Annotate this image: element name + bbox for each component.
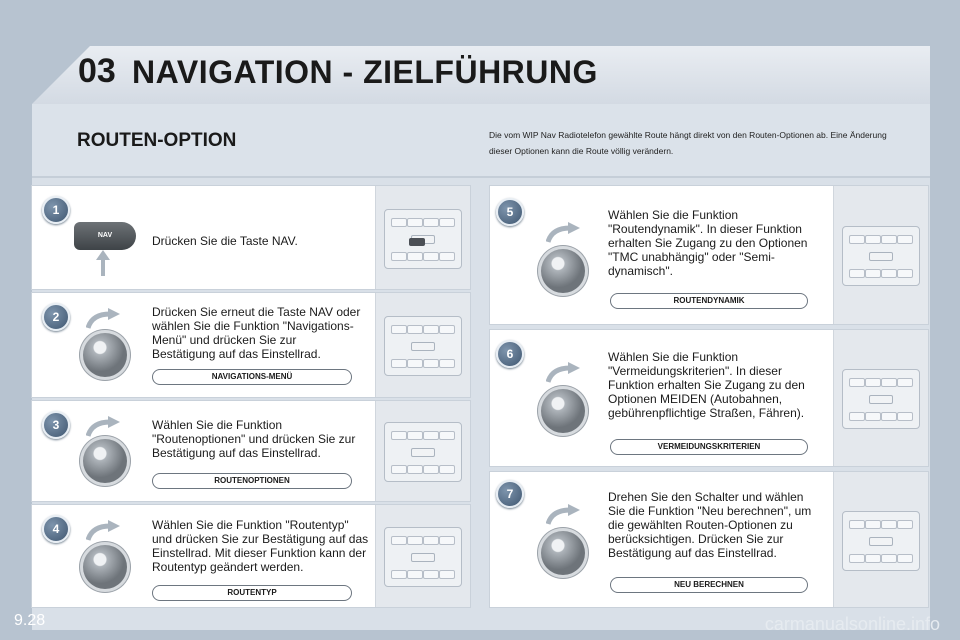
nav-key-highlight [409, 238, 425, 246]
rotate-arrow-icon [546, 222, 580, 244]
watermark: carmanualsonline.info [764, 614, 940, 634]
console-illustration [375, 293, 470, 397]
control-knob-icon [538, 246, 588, 296]
step-4-text: Wählen Sie die Funktion "Routentyp" und drücken Sie zur Bestätigung auf das Einstellrad. Mit dieser Funktion kann der Routentyp geändert werden. [152, 518, 369, 574]
console-illustration [833, 186, 928, 324]
console-panel [842, 511, 920, 571]
control-knob-icon [538, 528, 588, 578]
rotate-arrow-icon [86, 416, 120, 438]
step-1-badge: 1 [42, 196, 70, 224]
rotate-arrow-icon [86, 308, 120, 330]
menu-option-button[interactable]: NEU BERECHNEN [610, 577, 808, 593]
step-6-text: Wählen Sie die Funktion "Vermeidungskriterien". In dieser Funktion erhalten Sie Zugang zu den Optionen MEIDEN (Autobahnen, gebührenpflichtige Straßen, Fähren). [608, 350, 805, 420]
step-2-text: Drücken Sie erneut die Taste NAV oder wählen Sie die Funktion "Navigations-Menü" und drücken Sie zur Bestätigung auf das Einstellrad. [152, 305, 361, 361]
menu-option-button[interactable]: ROUTENDYNAMIK [610, 293, 808, 309]
step-3-text: Wählen Sie die Funktion "Routenoptionen" und drücken Sie zur Bestätigung auf das Einstellrad. [152, 418, 356, 460]
step-4-badge: 4 [42, 515, 70, 543]
page-number: 9.28 [14, 612, 46, 629]
console-illustration [375, 505, 470, 607]
chapter-number: 03 [78, 52, 116, 90]
step-3-badge: 3 [42, 411, 70, 439]
rotate-arrow-icon [86, 520, 120, 542]
step-7-text: Drehen Sie den Schalter und wählen Sie die Funktion "Neu berechnen", um die gewählten Routen-Optionen zu berücksichtigen. Drücken Sie zur Bestätigung auf das Einstellrad. [608, 490, 812, 560]
step-7-badge: 7 [496, 480, 524, 508]
nav-key-icon: NAV [74, 222, 136, 250]
menu-option-button[interactable]: NAVIGATIONS-MENÜ [152, 369, 352, 385]
rotate-arrow-icon [546, 362, 580, 384]
console-illustration [833, 330, 928, 466]
control-knob-icon [80, 436, 130, 486]
console-panel [384, 209, 462, 269]
step-1-text: Drücken Sie die Taste NAV. [152, 234, 298, 248]
chapter-title: NAVIGATION - ZIELFÜHRUNG [132, 54, 598, 90]
step-6-badge: 6 [496, 340, 524, 368]
control-knob-icon [80, 542, 130, 592]
console-illustration [375, 401, 470, 501]
section-title: ROUTEN-OPTION [77, 130, 237, 151]
menu-option-button[interactable]: ROUTENTYP [152, 585, 352, 601]
rotate-arrow-icon [546, 504, 580, 526]
step-5-text: Wählen Sie die Funktion "Routendynamik". In dieser Funktion erhalten Sie Zugang zu den Optionen "TMC unabhängig" oder "Semi-dynamisch". [608, 208, 808, 278]
console-illustration [833, 472, 928, 607]
arrow-up-icon [96, 250, 110, 276]
console-illustration [375, 186, 470, 289]
section-intro: Die vom WIP Nav Radiotelefon gewählte Route hängt direkt von den Routen-Optionen ab. Eine Änderung dieser Optionen kann die Route völlig verändern. [489, 130, 887, 156]
step-5-badge: 5 [496, 198, 524, 226]
console-panel [384, 422, 462, 482]
control-knob-icon [80, 330, 130, 380]
console-panel [384, 316, 462, 376]
console-panel [842, 226, 920, 286]
control-knob-icon [538, 386, 588, 436]
console-panel [842, 369, 920, 429]
step-2-badge: 2 [42, 303, 70, 331]
console-panel [384, 527, 462, 587]
menu-option-button[interactable]: VERMEIDUNGSKRITERIEN [610, 439, 808, 455]
menu-option-button[interactable]: ROUTENOPTIONEN [152, 473, 352, 489]
